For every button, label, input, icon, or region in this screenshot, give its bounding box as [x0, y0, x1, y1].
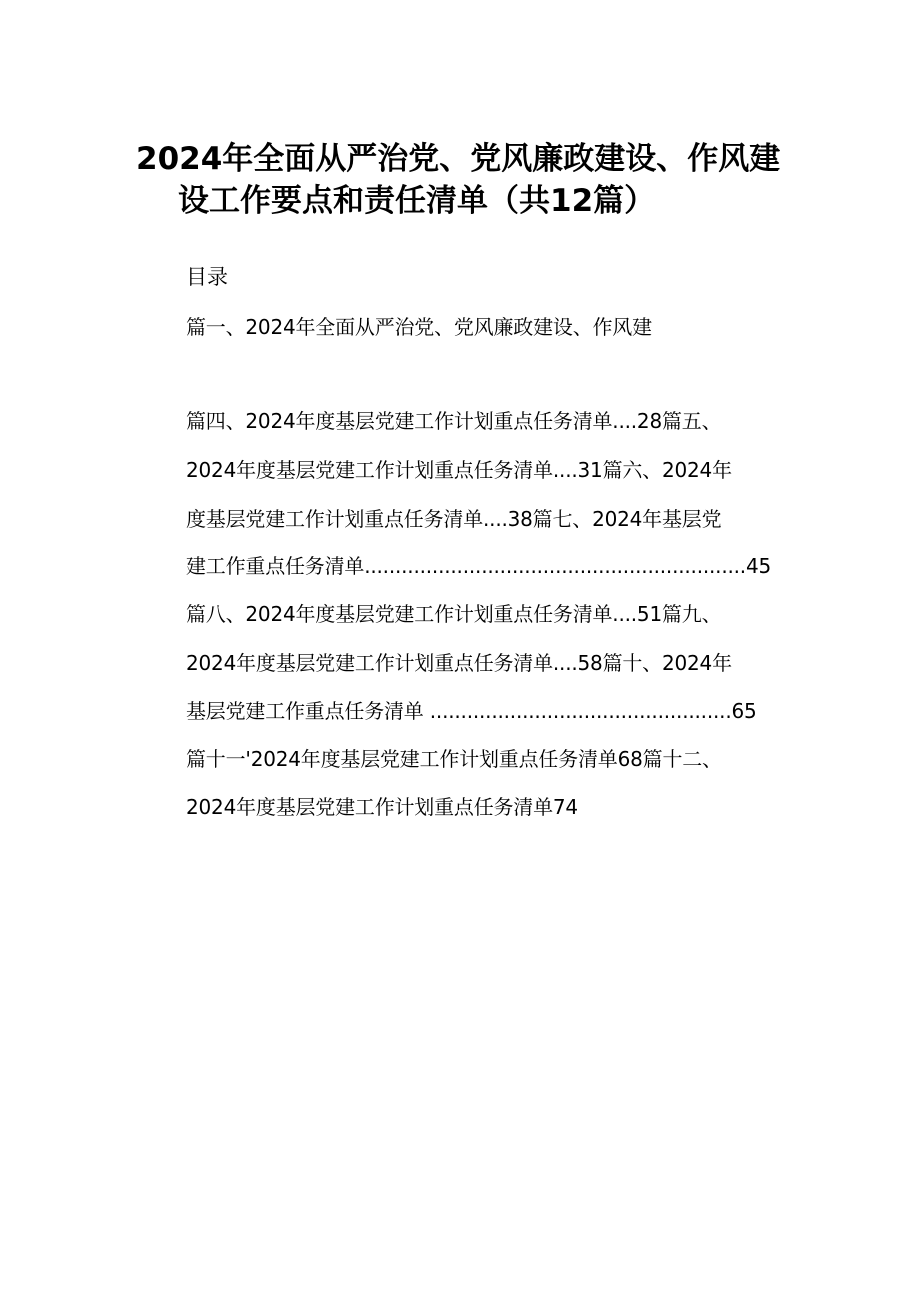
toc-line: 篇四、2024年度基层党建工作计划重点任务清单....28篇五、 [186, 409, 722, 433]
toc-line: 2024年度基层党建工作计划重点任务清单....31篇六、2024年 [186, 458, 732, 482]
toc-line: 2024年度基层党建工作计划重点任务清单74 [186, 795, 578, 819]
toc-line: 基层党建工作重点任务清单 .................................................65 [186, 699, 757, 723]
toc-line: 度基层党建工作计划重点任务清单....38篇七、2024年基层党 [186, 507, 722, 531]
toc-line: 篇八、2024年度基层党建工作计划重点任务清单....51篇九、 [186, 602, 722, 626]
toc-line: 2024年度基层党建工作计划重点任务清单....58篇十、2024年 [186, 651, 732, 675]
toc-line: 篇一、2024年全面从严治党、党风廉政建设、作风建 [186, 315, 652, 339]
toc-heading: 目录 [186, 265, 228, 289]
title-line-2: 设工作要点和责任清单（共12篇） [178, 183, 656, 219]
toc-line: 建工作重点任务清单..............................................................45 [186, 554, 772, 578]
toc-line: 篇十一'2024年度基层党建工作计划重点任务清单68篇十二、 [186, 747, 722, 771]
title-line-1: 2024年全面从严治党、党风廉政建设、作风建 [136, 141, 781, 177]
